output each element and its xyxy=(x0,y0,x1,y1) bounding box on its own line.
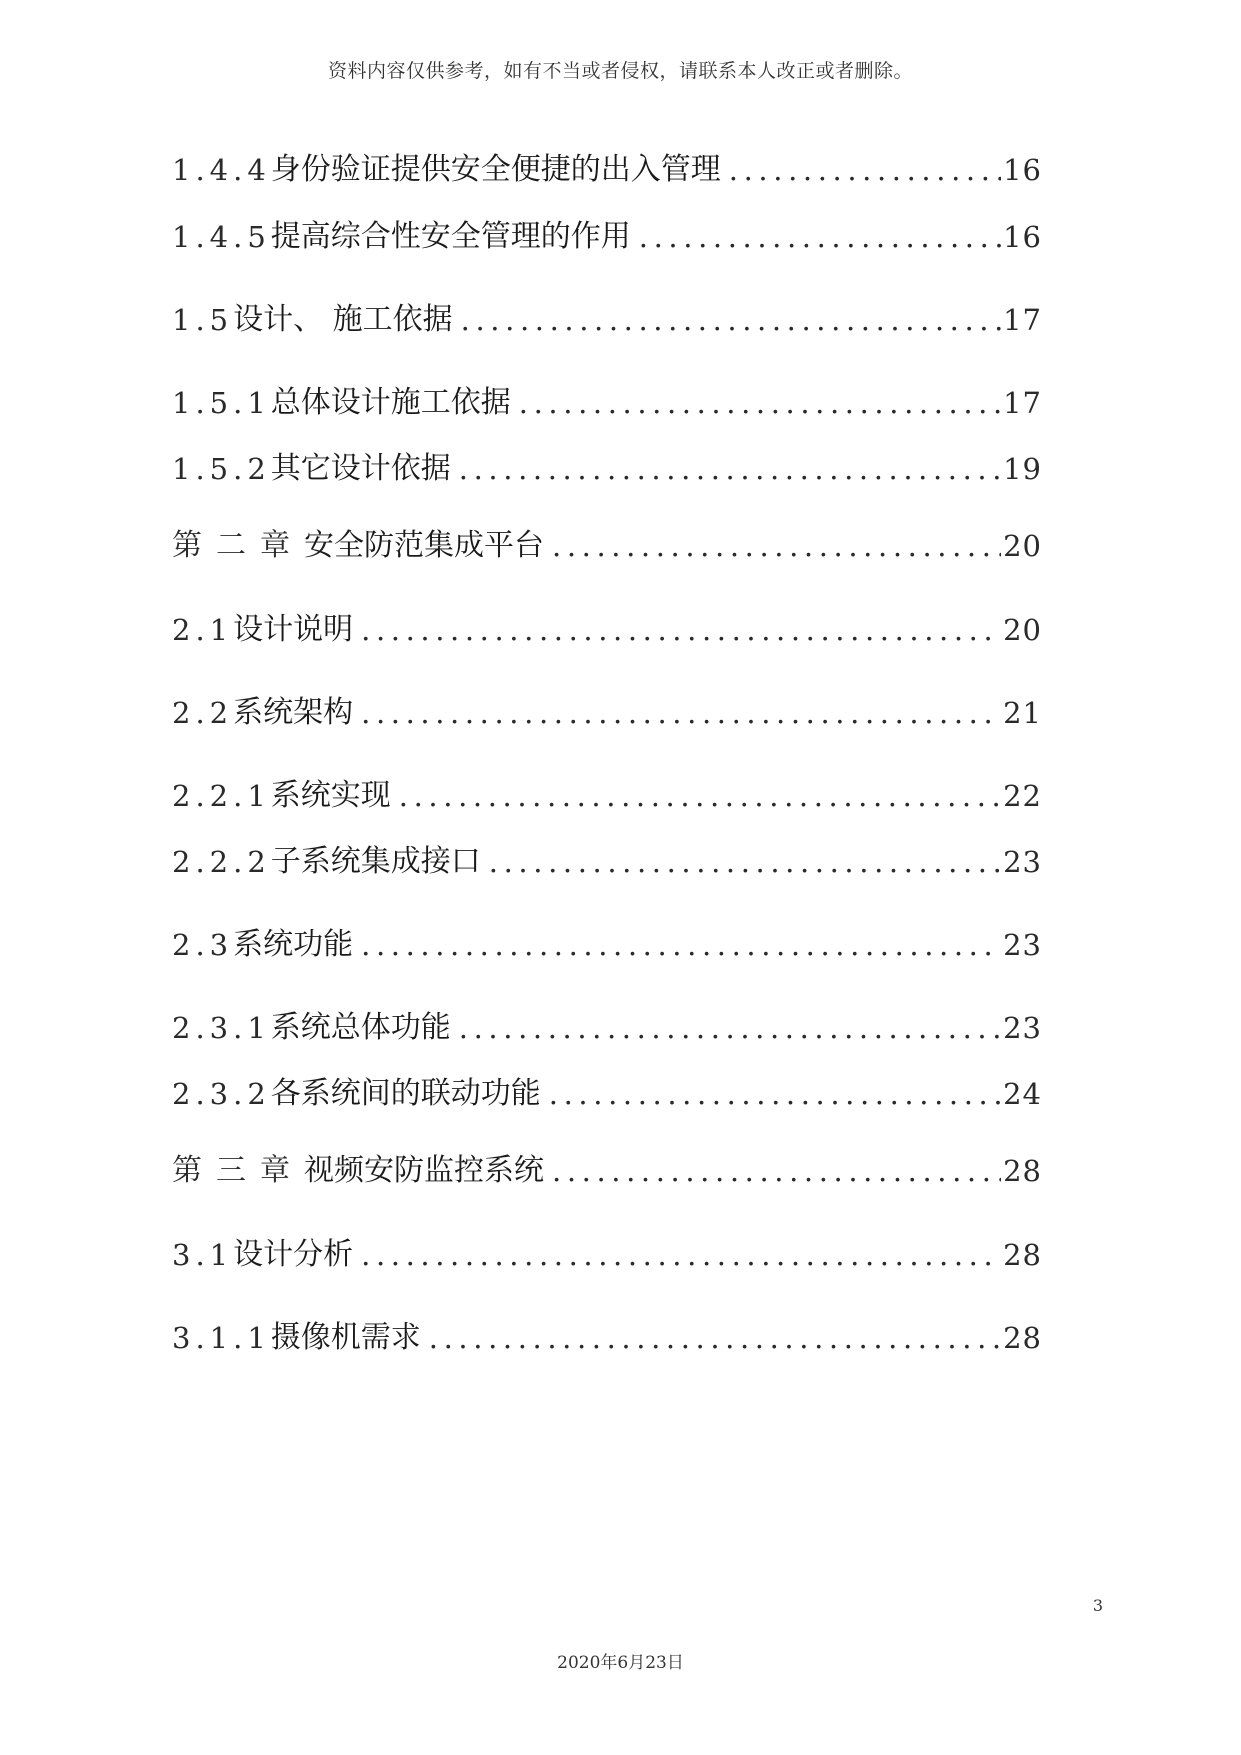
toc-entry-title: 安全防范集成平台 xyxy=(304,528,544,563)
chapter-label-prefix: 第 xyxy=(172,528,202,563)
toc-entry-page: 28 xyxy=(1003,1154,1042,1188)
page-number: 3 xyxy=(1092,1596,1103,1615)
toc-chapter-number xyxy=(172,524,304,568)
toc-dot-leader xyxy=(639,215,1001,259)
toc-entry-title: 其它设计依据 xyxy=(270,451,451,486)
toc-entry-page: 17 xyxy=(1003,303,1042,337)
toc-entry-title: 设计分析 xyxy=(233,1237,354,1272)
toc-entry-title: 设计、 施工依据 xyxy=(233,302,453,337)
toc-entry[interactable] xyxy=(172,215,1042,259)
toc-entry-number: 2.2.1 xyxy=(172,779,271,813)
toc-dot-leader xyxy=(361,691,1001,735)
page-header-disclaimer: 资料内容仅供参考，如有不当或者侵权，请联系本人改正或者删除。 xyxy=(327,60,913,82)
toc-entry[interactable] xyxy=(172,1233,1042,1277)
toc-entry-number: 1.4.4 xyxy=(172,153,271,187)
toc-entry[interactable] xyxy=(172,1072,1042,1116)
toc-entry-page: 20 xyxy=(1003,529,1042,563)
toc-entry-number: 2.1 xyxy=(172,613,234,647)
toc-dot-leader xyxy=(461,298,1001,342)
toc-entry[interactable] xyxy=(172,381,1042,425)
toc-chapter-entry[interactable] xyxy=(172,1149,1042,1193)
toc-entry-title: 身份验证提供安全便捷的出入管理 xyxy=(270,152,721,187)
toc-entry[interactable] xyxy=(172,840,1042,884)
toc-entry[interactable] xyxy=(172,148,1042,192)
toc-entry[interactable] xyxy=(172,923,1042,967)
toc-entry-page: 19 xyxy=(1003,452,1042,486)
toc-entry-page: 21 xyxy=(1003,696,1042,730)
toc-dot-leader xyxy=(552,524,1001,568)
toc-dot-leader xyxy=(459,1006,1001,1050)
toc-entry-page: 22 xyxy=(1003,779,1042,813)
toc-dot-leader xyxy=(489,840,1001,884)
toc-chapter-entry[interactable] xyxy=(172,524,1042,568)
toc-entry[interactable] xyxy=(172,447,1042,491)
toc-entry-title: 子系统集成接口 xyxy=(270,844,481,879)
toc-entry-number: 2.3.1 xyxy=(172,1011,271,1045)
footer-date: 2020年6月23日 xyxy=(557,1653,684,1673)
toc-dot-leader xyxy=(361,608,1001,652)
toc-dot-leader xyxy=(429,1316,1001,1360)
chapter-label-prefix: 第 xyxy=(172,1153,202,1188)
toc-entry[interactable] xyxy=(172,608,1042,652)
toc-entry-number: 1.5 xyxy=(172,303,234,337)
toc-dot-leader xyxy=(399,774,1001,818)
chapter-label-suffix: 章 xyxy=(260,528,290,563)
toc-entry-title: 系统总体功能 xyxy=(270,1010,451,1045)
toc-dot-leader xyxy=(361,923,1001,967)
toc-entry-number: 3.1 xyxy=(172,1238,234,1272)
toc-entry-title: 摄像机需求 xyxy=(270,1320,421,1355)
toc-entry-page: 28 xyxy=(1003,1321,1042,1355)
toc-entry-number: 2.3 xyxy=(172,928,234,962)
toc-entry-number: 1.5.1 xyxy=(172,386,271,420)
toc-chapter-number xyxy=(172,1149,304,1193)
toc-entry-page: 17 xyxy=(1003,386,1042,420)
chapter-label-numeral: 二 xyxy=(216,528,246,563)
toc-entry-number: 1.4.5 xyxy=(172,220,271,254)
toc-entry-page: 16 xyxy=(1003,153,1042,187)
toc-entry-title: 设计说明 xyxy=(233,612,354,647)
chapter-label-suffix: 章 xyxy=(260,1153,290,1188)
toc-entry-page: 24 xyxy=(1003,1077,1042,1111)
toc-entry-number: 2.3.2 xyxy=(172,1077,271,1111)
toc-entry-title: 系统实现 xyxy=(270,778,391,813)
toc-entry-page: 28 xyxy=(1003,1238,1042,1272)
toc-entry-number: 2.2 xyxy=(172,696,234,730)
toc-entry-page: 23 xyxy=(1003,928,1042,962)
toc-entry-number: 3.1.1 xyxy=(172,1321,271,1355)
toc-entry-page: 16 xyxy=(1003,220,1042,254)
toc-entry[interactable] xyxy=(172,774,1042,818)
table-of-contents xyxy=(172,0,1042,1755)
toc-entry-title: 系统功能 xyxy=(233,927,354,962)
toc-dot-leader xyxy=(729,148,1001,192)
toc-entry-page: 23 xyxy=(1003,1011,1042,1045)
toc-entry-page: 20 xyxy=(1003,613,1042,647)
toc-dot-leader xyxy=(519,381,1001,425)
toc-dot-leader xyxy=(552,1149,1001,1193)
toc-entry-title: 系统架构 xyxy=(233,695,354,730)
toc-entry-title: 提高综合性安全管理的作用 xyxy=(270,219,631,254)
toc-entry[interactable] xyxy=(172,298,1042,342)
toc-entry-page: 23 xyxy=(1003,845,1042,879)
toc-entry-number: 2.2.2 xyxy=(172,845,271,879)
toc-entry[interactable] xyxy=(172,1316,1042,1360)
toc-dot-leader xyxy=(361,1233,1001,1277)
toc-entry-title: 视频安防监控系统 xyxy=(304,1153,544,1188)
toc-entry[interactable] xyxy=(172,691,1042,735)
toc-entry[interactable] xyxy=(172,1006,1042,1050)
toc-entry-title: 各系统间的联动功能 xyxy=(270,1076,541,1111)
toc-entry-number: 1.5.2 xyxy=(172,452,271,486)
toc-entry-title: 总体设计施工依据 xyxy=(270,385,511,420)
toc-dot-leader xyxy=(459,447,1001,491)
toc-dot-leader xyxy=(549,1072,1001,1116)
chapter-label-numeral: 三 xyxy=(216,1153,246,1188)
